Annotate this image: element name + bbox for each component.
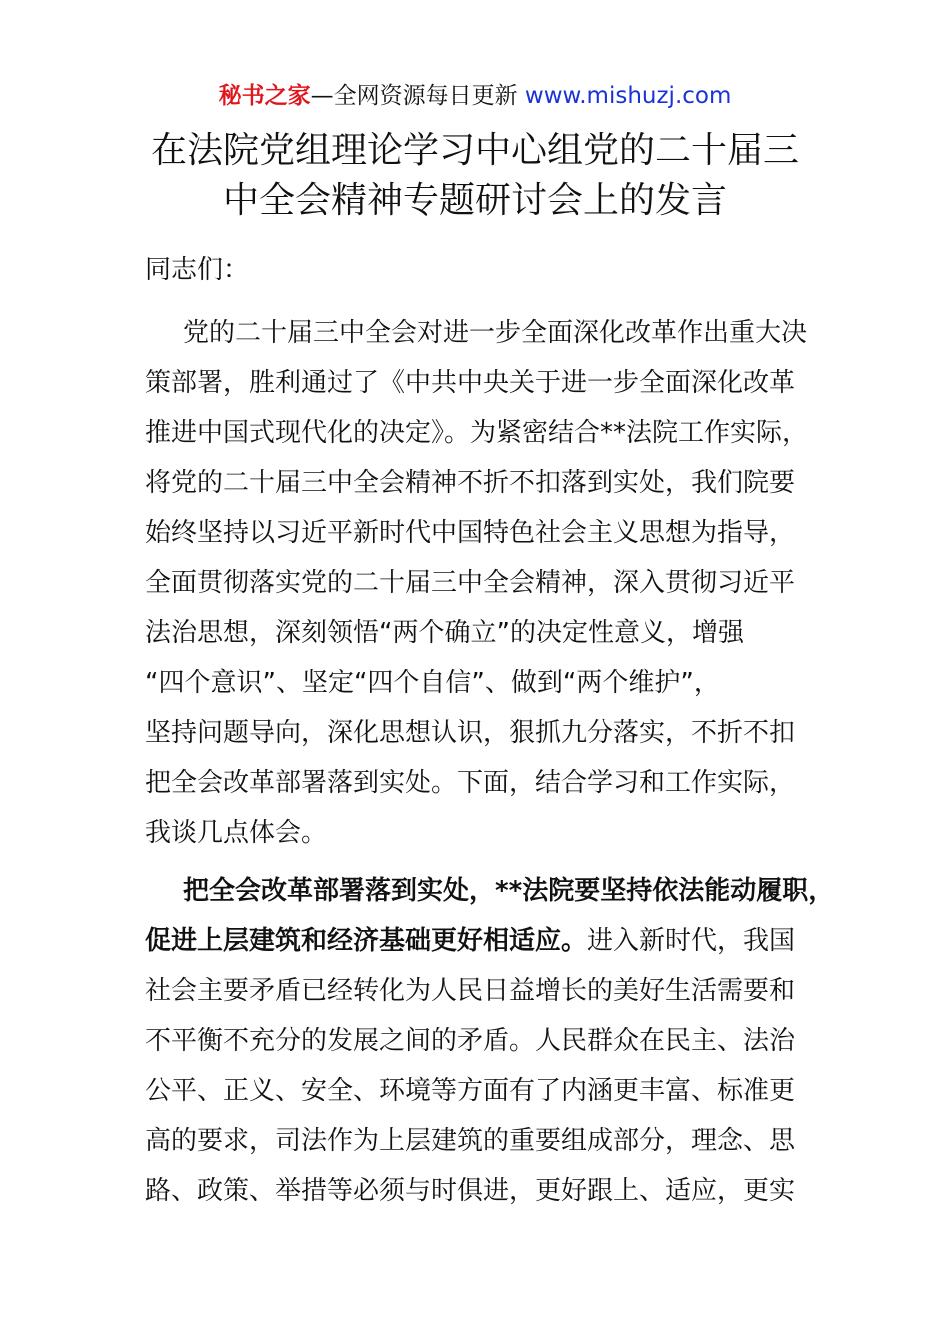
paragraph-heading-end: 促进上层建筑和经济基础更好相适应。 [145, 926, 588, 956]
paragraph-line: 社会主要矛盾已经转化为人民日益增长的美好生活需要和 [145, 976, 796, 1006]
paragraph-line: 坚持问题导向，深化思想认识，狠抓九分落实，不折不扣 [145, 718, 796, 748]
document-title [0, 126, 950, 226]
paragraph-line: 将党的二十届三中全会精神不折不扣落到实处，我们院要 [145, 468, 796, 498]
paragraph-line: 党的二十届三中全会对进一步全面深化改革作出重大决 [183, 318, 808, 348]
paragraph-line: 我谈几点体会。 [145, 818, 328, 848]
paragraph-heading-line: 把全会改革部署落到实处，**法院要坚持依法能动履职， [183, 876, 835, 906]
site-header [0, 80, 950, 112]
paragraph-2 [145, 866, 835, 1216]
paragraph-line: 策部署，胜利通过了《中共中央关于进一步全面深化改革 [145, 368, 796, 398]
paragraph-line: 始终坚持以习近平新时代中国特色社会主义思想为指导， [145, 518, 796, 548]
paragraph-1 [145, 308, 835, 858]
paragraph-line: 高的要求，司法作为上层建筑的重要组成部分，理念、思 [145, 1126, 796, 1156]
paragraph-line: 把全会改革部署落到实处。下面，结合学习和工作实际， [145, 768, 796, 798]
brand-name: 秘书之家 [218, 83, 311, 109]
site-url[interactable]: www.mishuzj.com [517, 83, 732, 109]
paragraph-line: “四个意识”、坚定“四个自信”、做到“两个维护”， [145, 668, 720, 698]
paragraph-line-rest: 进入新时代，我国 [587, 926, 796, 956]
salutation: 同志们： [145, 255, 250, 285]
paragraph-line: 公平、正义、安全、环境等方面有了内涵更丰富、标准更 [145, 1076, 796, 1106]
paragraph-line [145, 916, 835, 966]
header-tagline: —全网资源每日更新 [310, 83, 518, 109]
paragraph-line: 全面贯彻落实党的二十届三中全会精神，深入贯彻习近平 [145, 568, 796, 598]
paragraph-line: 法治思想，深刻领悟“两个确立”的决定性意义，增强 [145, 618, 744, 648]
title-line-2: 中全会精神专题研讨会上的发言 [222, 180, 727, 221]
paragraph-line: 推进中国式现代化的决定》。为紧密结合**法院工作实际， [145, 418, 809, 448]
title-line-1: 在法院党组理论学习中心组党的二十届三 [150, 130, 799, 171]
paragraph-line: 路、政策、举措等必须与时俱进，更好跟上、适应，更实 [145, 1176, 796, 1206]
paragraph-line: 不平衡不充分的发展之间的矛盾。人民群众在民主、法治 [145, 1026, 796, 1056]
